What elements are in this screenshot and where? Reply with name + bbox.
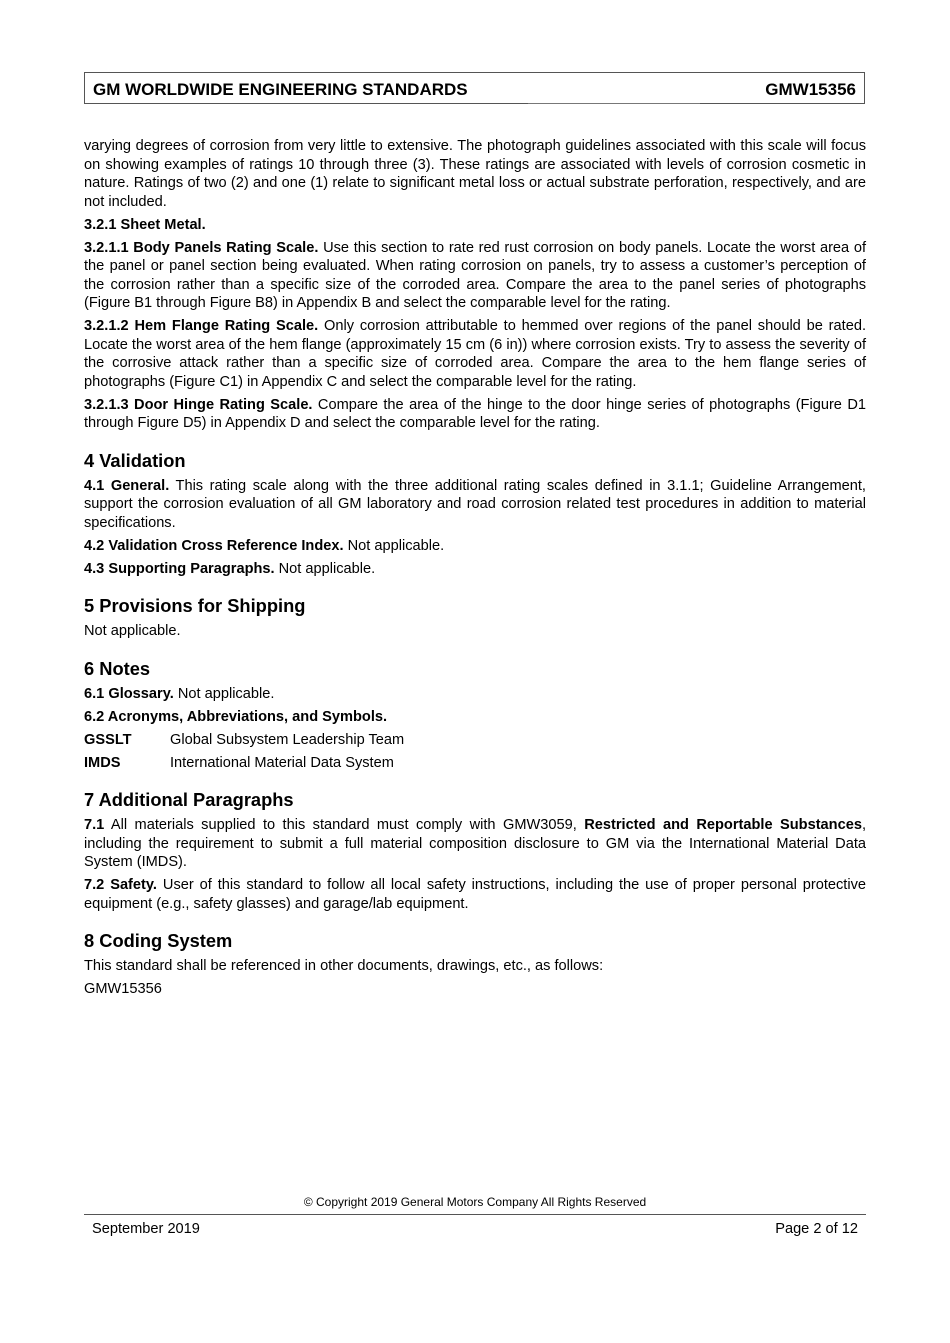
footer-copyright: © Copyright 2019 General Motors Company All Rights Reserved [303,1195,647,1209]
intro-paragraph: varying degrees of corrosion from very little to extensive. The photograph guidelines associated with this scale will focus on showing examples of ratings 10 through three (3). These ratings are associated with levels of corrosion cosmetic in nature. Ratings of two (2) and one (1) relate to significant metal loss or actual substrate perforation, respectively, and are not included. [84,138,866,210]
section-6-1 [84,685,866,704]
section-7-2-text: User of this standard to follow all local safety instructions, including the use of proper personal protective equipment (e.g., safety glasses) and garage/lab equipment. [84,877,866,912]
section-7-2-lead: 7.2 Safety. [84,877,157,893]
section-7-1-bold-ref: Restricted and Reportable Substances [584,817,862,833]
section-7-1 [84,816,866,872]
section-6-1-text: Not applicable. [173,685,275,702]
section-8-heading: 8 Coding System [84,930,233,951]
section-4-1-text: This rating scale along with the three additional rating scales defined in 3.1.1; Guideline Arrangement, support the corrosion evaluation of all GM laboratory and road corrosion related test procedures in addition to material specifications. [84,477,866,531]
section-3-2-1-heading: 3.2.1 Sheet Metal. [84,216,206,233]
section-3-2-1-3-text: Compare the area of the hinge to the door hinge series of photographs (Figure D1 through Figure D5) in Appendix D and select the comparable level for the rating. [84,396,867,431]
section-4-3-text: Not applicable. [274,560,376,577]
acronym-row [84,754,866,773]
header-doc-code: GMW15356 [765,80,856,99]
section-6-2 [84,708,866,727]
acronym-key: GSSLT [84,731,132,748]
section-4-3 [84,560,866,579]
section-5-text: Not applicable. [84,623,181,639]
section-7-1-lead: 7.1 [84,817,105,833]
acronym-value: International Material Data System [170,754,394,771]
section-4-2 [84,537,866,556]
section-4-2-text: Not applicable. [343,537,445,554]
section-3-2-1-2 [84,317,866,391]
section-3-2-1-1 [84,239,866,313]
header-title: GM WORLDWIDE ENGINEERING STANDARDS [93,80,468,99]
section-3-2-1-3 [84,396,866,433]
section-4-1 [84,477,866,533]
section-8-text: This standard shall be referenced in other documents, drawings, etc., as follows: [84,958,604,974]
section-7-2 [84,876,866,913]
section-5-heading: 5 Provisions for Shipping [84,595,306,616]
section-3-2-1-1-lead: 3.2.1.1 Body Panels Rating Scale. [84,239,319,256]
acronym-row [84,731,866,750]
page-header [84,72,865,104]
footer-date: September 2019 [92,1221,200,1237]
header-divider [528,103,700,104]
section-6-heading: 6 Notes [84,657,151,679]
section-4-heading: 4 Validation [84,449,186,471]
section-4-3-lead: 4.3 Supporting Paragraphs. [84,560,275,577]
section-7-1-text-b: , including the requirement to submit a full material composition disclosure to GM via the International Material Data System (IMDS). [84,817,866,870]
footer-divider [84,1214,866,1215]
section-3-2-1 [84,216,866,235]
section-7-heading: 7 Additional Paragraphs [84,789,294,810]
document-body [84,137,866,1003]
section-4-2-lead: 4.2 Validation Cross Reference Index. [84,537,344,554]
section-6-2-lead: 6.2 Acronyms, Abbreviations, and Symbols. [84,708,388,725]
section-6-1-lead: 6.1 Glossary. [84,685,174,702]
section-3-2-1-1-text: Use this section to rate red rust corrosion on body panels. Locate the worst area of the panel or panel section being evaluated. When rating corrosion on panels, try to assess a customer’s perception of the corrosion rather than a specific size of the corroded area. Compare the area to the panel series of photographs (Figure B1 through Figure B8) in Appendix B and select the comparable level for the rating. [84,239,866,311]
section-3-2-1-3-lead: 3.2.1.3 Door Hinge Rating Scale. [84,396,313,413]
section-3-2-1-2-lead: 3.2.1.2 Hem Flange Rating Scale. [84,318,319,334]
acronym-value: Global Subsystem Leadership Team [170,731,405,748]
section-7-1-text-a: All materials supplied to this standard must comply with GMW3059, [104,817,585,833]
section-3-2-1-2-text: Only corrosion attributable to hemmed over regions of the panel should be rated. Locate the worst area of the hem flange (approximately 15 cm (6 in)) where corrosion exists. Try to assess the severity of the corrosive attack rather than a specific size of corroded area. Compare the area to the hem flange series of photographs (Figure C1) in Appendix C and select the comparable level for the rating. [84,318,866,390]
acronym-key: IMDS [84,754,121,771]
section-4-1-lead: 4.1 General. [84,477,170,494]
footer-page-number: Page 2 of 12 [775,1221,858,1237]
section-8-code: GMW15356 [84,981,162,997]
